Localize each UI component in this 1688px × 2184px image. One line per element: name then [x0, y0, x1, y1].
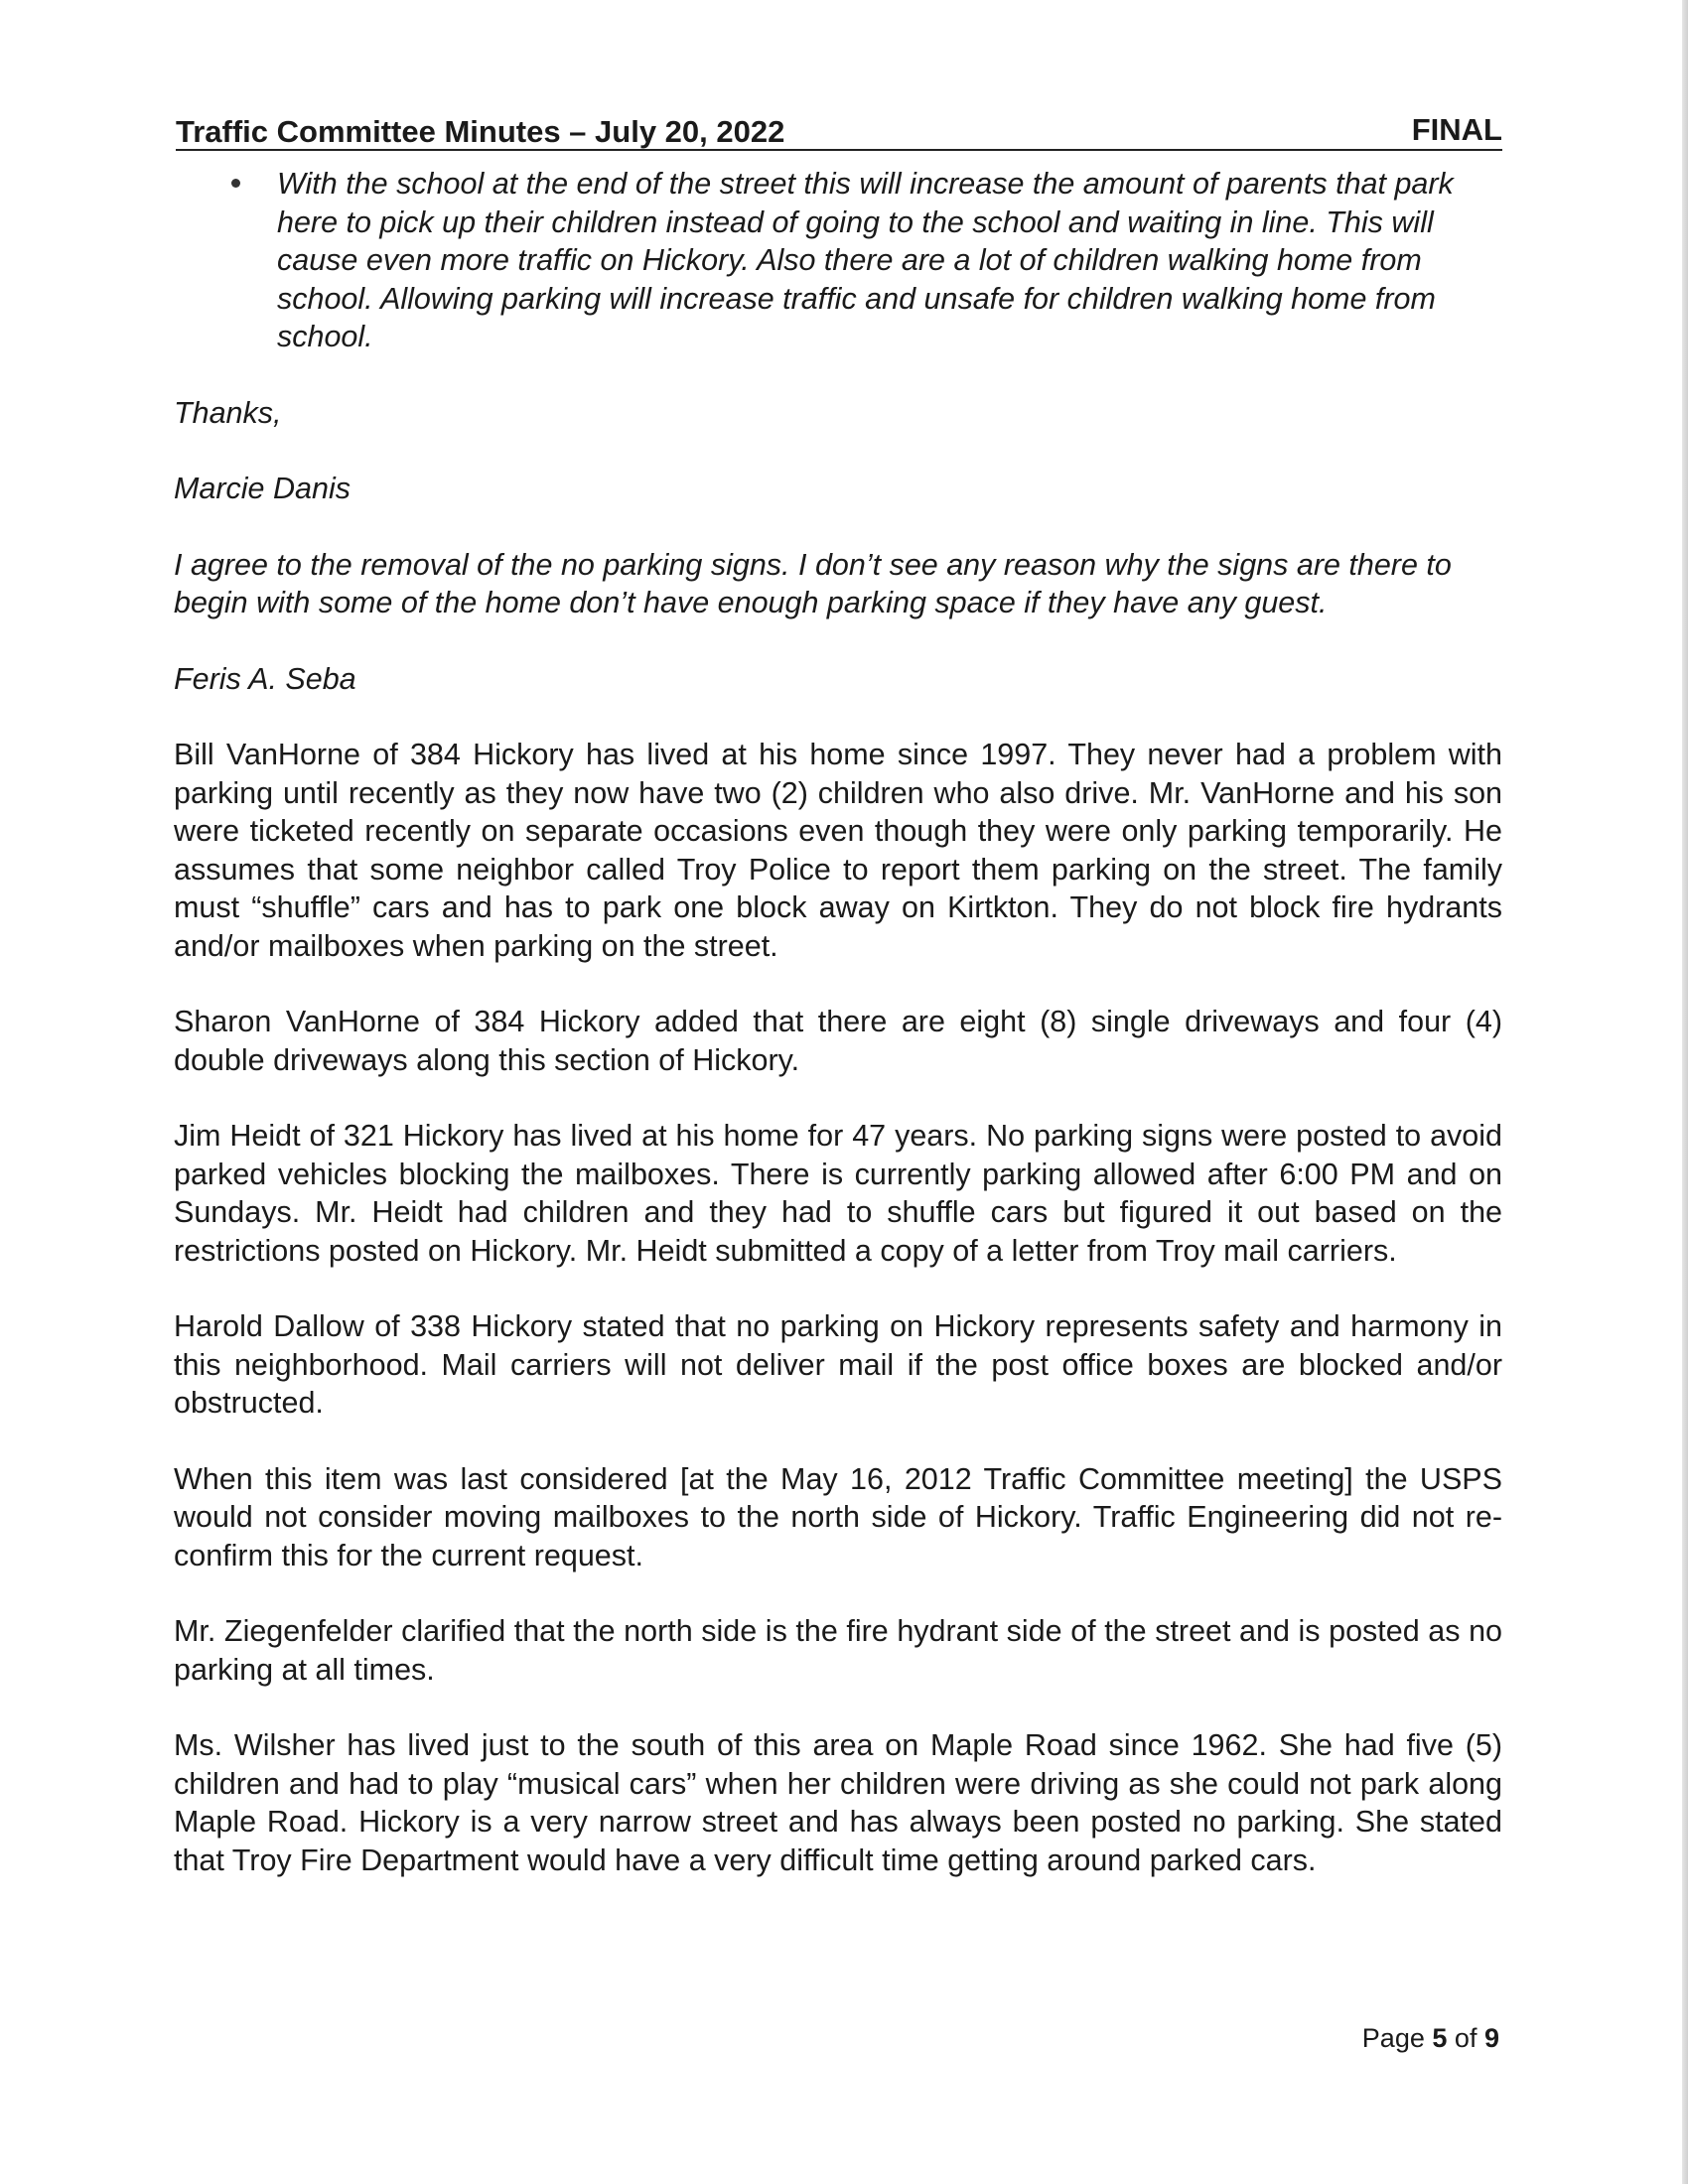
page-current: 5 [1432, 2023, 1448, 2053]
bullet-text: With the school at the end of the street this will increase the amount of parents that park here to pick up their children instead of going to the school and waiting in line. This will cause even more traffic on Hickory. Also there are a lot of children walking home from school. Allowing parking will increase traffic and unsafe for children walking home from school. [277, 167, 1454, 353]
page-label: Page [1361, 2023, 1425, 2053]
paragraph-dallow: Harold Dallow of 338 Hickory stated that no parking on Hickory represents safety and harmony in this neighborhood. Mail carriers will not deliver mail if the post office boxes are blocked and/or obstructed. [174, 1309, 1502, 1420]
document-body [174, 165, 1502, 1879]
paragraph-vanhorne-bill: Bill VanHorne of 384 Hickory has lived at his home since 1997. They never had a problem with parking until recently as they now have two (2) children who also drive. Mr. VanHorne and his son were ticketed recently on separate occasions even though they were only parking temporarily. He assumes that some neighbor called Troy Police to report them parking on the street. The family must “shuffle” cars and has to park one block away on Kirtkton. They do not block fire hydrants and/or mailboxes when parking on the street. [174, 738, 1502, 963]
document-title: Traffic Committee Minutes – July 20, 2022 [176, 114, 785, 149]
paragraph-usps: When this item was last considered [at the May 16, 2012 Traffic Committee meeting] the USPS would not consider moving mailboxes to the north side of Hickory. Traffic Engineering did not re-confirm this for the current request. [174, 1461, 1502, 1572]
paragraph-vanhorne-sharon: Sharon VanHorne of 384 Hickory added that there are eight (8) single driveways and four (4) double driveways along this section of Hickory. [174, 1005, 1502, 1077]
signature-feris: Feris A. Seba [174, 661, 356, 696]
paragraph-heidt: Jim Heidt of 321 Hickory has lived at his home for 47 years. No parking signs were posted to avoid parked vehicles blocking the mailboxes. There is currently parking allowed after 6:00 PM and on Sundays. Mr. Heidt had children and they had to shuffle cars but figured it out based on the restrictions posted on Hickory. Mr. Heidt submitted a copy of a letter from Troy mail carriers. [174, 1119, 1502, 1268]
comment-bullet [174, 165, 1502, 356]
paragraph-wilsher: Ms. Wilsher has lived just to the south of this area on Maple Road since 1962. She had five (5) children and had to play “musical cars” when her children were driving as she could not park along Maple Road. Hickory is a very narrow street and has always been posted no parking. She stated that Troy Fire Department would have a very difficult time getting around parked cars. [174, 1728, 1502, 1877]
page-number [1362, 2023, 1499, 2054]
closing-text: Thanks, [174, 395, 282, 430]
bullet-icon [231, 179, 240, 188]
signature-marcie: Marcie Danis [174, 472, 351, 505]
page-total: 9 [1483, 2023, 1499, 2053]
document-status: FINAL [1411, 112, 1502, 147]
page-sep: of [1454, 2023, 1477, 2053]
page-header [176, 107, 1502, 151]
comment-text: I agree to the removal of the no parking signs. I don’t see any reason why the signs are there to begin with some of the home don’t have enough parking space if they have any guest. [174, 547, 1452, 619]
page-edge [1682, 0, 1688, 2184]
paragraph-ziegenfelder: Mr. Ziegenfelder clarified that the north side is the fire hydrant side of the street and is posted as no parking at all times. [174, 1614, 1502, 1687]
